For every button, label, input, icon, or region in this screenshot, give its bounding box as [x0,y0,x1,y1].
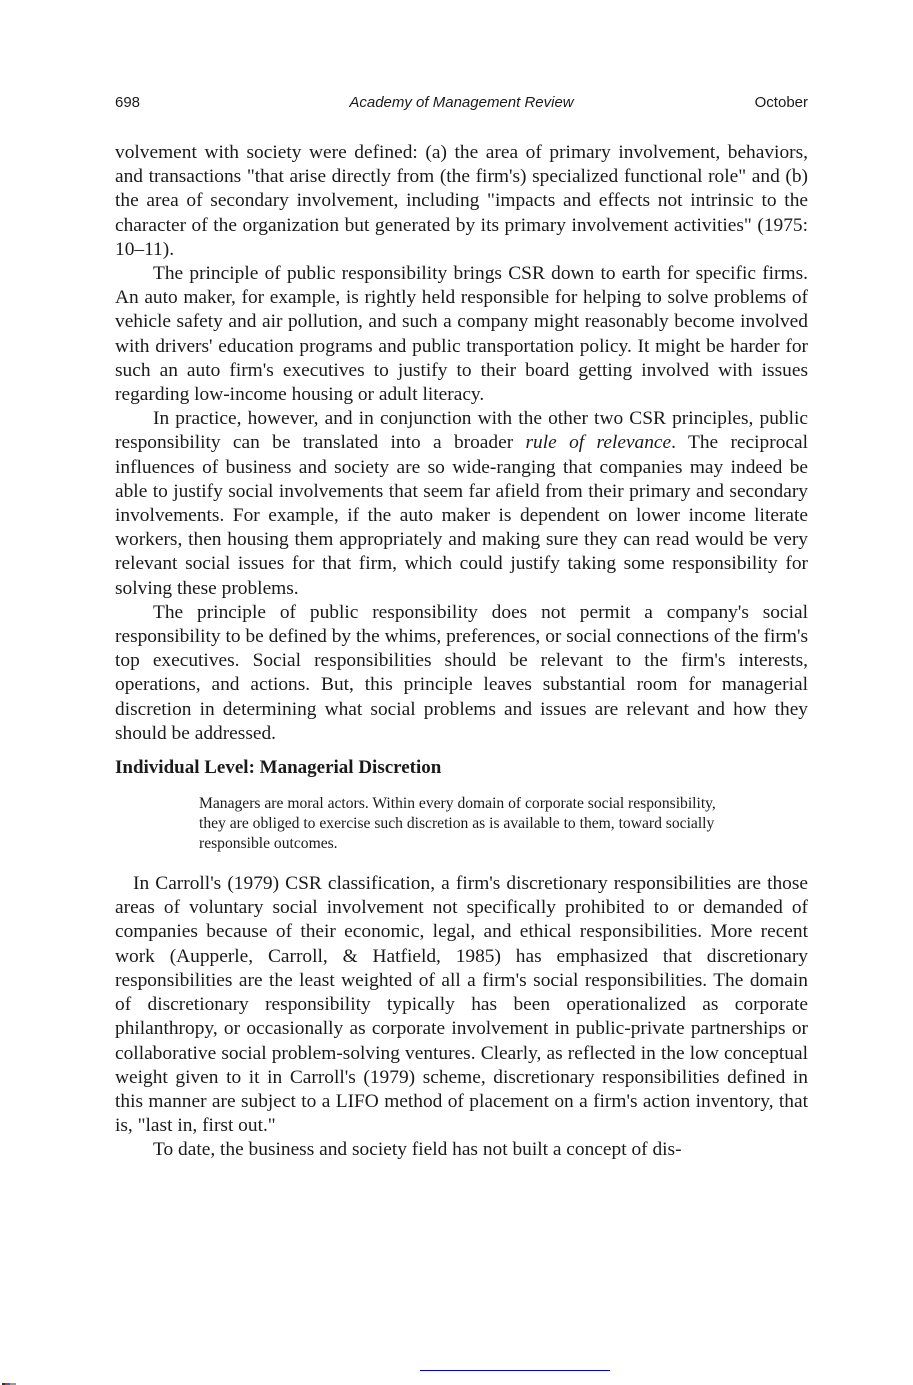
footer-rule [420,1370,610,1371]
article-body [115,141,808,1163]
block-quote [199,794,729,854]
paragraph-5: In Carroll's (1979) CSR classification, a firm's discretionary responsibilities are those areas of voluntary social involvement not specifically prohibited to or demanded of companies because of their economic, legal, and ethical responsibilities. More recent work (Aupperle, Carroll, & Hatfield, 1985) has emphasized that discretionary responsibilities are the least weighted of all a firm's social responsibilities. The domain of discretionary responsibility typically has been operationalized as corporate philanthropy, or occasionally as corporate involvement in public-private partnerships or collaborative social problem-solving ventures. Clearly, as reflected in the low conceptual weight given to it in Carroll's (1979) scheme, discretionary responsibilities defined in this manner are subject to a LIFO method of placement on a firm's action inventory, that is, "last in, first out." [115,873,808,1137]
paragraph-4: The principle of public responsibility does not permit a company's social responsibility to be defined by the whims, preferences, or social connections of the firm's top executives. Social responsibilities should be relevant to the firm's interests, operations, and actions. But, this principle leaves substantial room for managerial discretion in determining what social problems and issues are relevant and how they should be addressed. [115,601,808,744]
running-header [115,94,808,116]
paragraph-3 [115,407,808,601]
issue-month: October [754,94,808,111]
paragraph-1: volvement with society were defined: (a) the area of primary involvement, behaviors, and transactions "that arise directly from (the firm's) specialized functional role" and (b) the area of secondary involvement, including "impacts and effects not intrinsic to the character of the organization but generated by its primary involvement activities" (1975: 10–11). [115,142,808,260]
section-heading: Individual Level: Managerial Discretion [115,757,442,779]
paragraph-3-text-a: In practice, however, and in conjunction with the other two CSR principles, public responsibility can be translated into a broader [115,408,808,454]
paragraph-2: The principle of public responsibility brings CSR down to earth for specific firms. An auto maker, for example, is rightly held responsible for helping to solve problems of vehicle safety and air pollution, and such a company might reasonably become involved with drivers' education programs and public transportation policy. It might be harder for such an auto firm's executives to justify to their board getting involved with issues regarding low-income housing or adult literacy. [115,263,808,406]
emphasis-rule-of-relevance: rule of relevance [525,432,672,454]
block-quote-text: Managers are moral actors. Within every domain of corporate social responsibility, they are obliged to exercise such discretion as is available to them, toward socially responsible outcomes. [199,795,716,853]
paragraph-3-text-b: . The reciprocal influences of business and society are so wide-ranging that companies may indeed be able to justify social involvements that seem far afield from their primary and secondary involvements. For example, if the auto maker is dependent on lower income literate workers, then housing them appropriately and making sure they can read would be very relevant social issues for that firm, which could justify taking some responsibility for solving these problems. [115,432,808,599]
journal-title: Academy of Management Review [349,94,574,111]
paragraph-6: To date, the business and society field has not built a concept of dis- [153,1139,682,1161]
page-number: 698 [115,94,141,111]
